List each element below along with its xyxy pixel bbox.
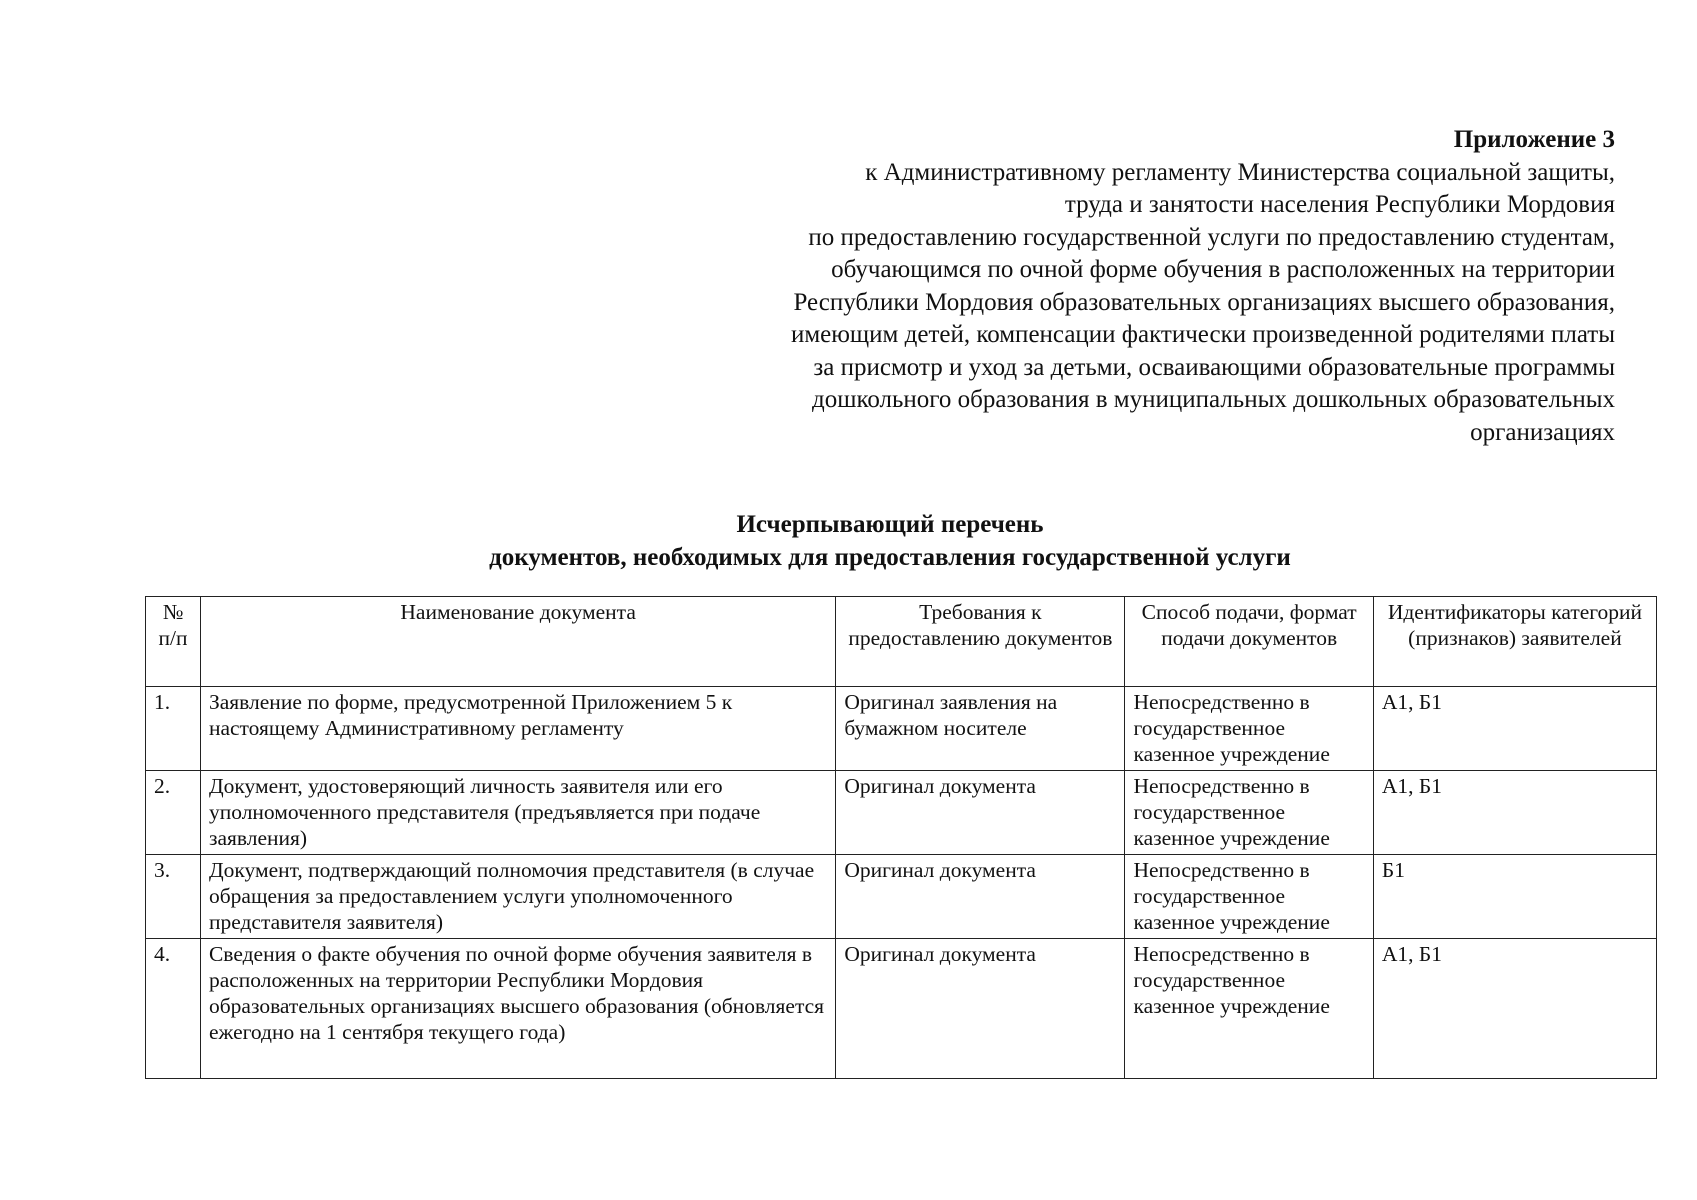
row-submission: Непосредственно в государственное казенное учреждение <box>1125 939 1373 1079</box>
row-submission: Непосредственно в государственное казенное учреждение <box>1125 855 1373 939</box>
appendix-line: за присмотр и уход за детьми, осваивающими образовательные программы <box>813 353 1615 381</box>
appendix-line: дошкольного образования в муниципальных дошкольных образовательных <box>811 386 1615 413</box>
documents-table <box>145 596 1657 1079</box>
appendix-line: Республики Мордовия образовательных организациях высшего образования, <box>793 288 1615 316</box>
appendix-block <box>655 124 1615 449</box>
row-identifiers: А1, Б1 <box>1373 939 1656 1079</box>
table-header-row <box>146 597 1657 687</box>
row-requirements: Оригинал документа <box>836 855 1125 939</box>
heading-line-2: документов, необходимых для предоставления государственной услуги <box>489 544 1291 571</box>
header-submission: Способ подачи, формат подачи документов <box>1125 597 1373 687</box>
header-identifiers: Идентификаторы категорий (признаков) заявителей <box>1373 597 1656 687</box>
row-requirements: Оригинал заявления на бумажном носителе <box>836 687 1125 771</box>
row-name: Документ, удостоверяющий личность заявителя или его уполномоченного представителя (предъявляется при подаче заявления) <box>200 771 835 855</box>
row-requirements: Оригинал документа <box>836 771 1125 855</box>
row-name: Сведения о факте обучения по очной форме обучения заявителя в расположенных на территории Республики Мордовия образовательных организациях высшего образования (обновляется ежегодно на 1 сентября текущего года) <box>200 939 835 1079</box>
appendix-line: обучающимся по очной форме обучения в расположенных на территории <box>831 256 1615 283</box>
heading-line-1: Исчерпывающий перечень <box>736 511 1044 538</box>
appendix-line: к Административному регламенту Министерства социальной защиты, <box>865 158 1615 186</box>
row-num: 3. <box>146 855 201 939</box>
table-row <box>146 939 1657 1079</box>
header-requirements: Требования к предоставлению документов <box>836 597 1125 687</box>
appendix-line: имеющим детей, компенсации фактически произведенной родителями платы <box>790 321 1615 348</box>
row-requirements: Оригинал документа <box>836 939 1125 1079</box>
table-row <box>146 771 1657 855</box>
appendix-line: труда и занятости населения Республики Мордовия <box>1064 191 1615 218</box>
row-identifiers: А1, Б1 <box>1373 771 1656 855</box>
appendix-line: по предоставлению государственной услуги по предоставлению студентам, <box>808 223 1615 251</box>
appendix-title: Приложение 3 <box>1453 126 1615 153</box>
row-name: Документ, подтверждающий полномочия представителя (в случае обращения за предоставлением услуги уполномоченного представителя заявителя) <box>200 855 835 939</box>
header-name: Наименование документа <box>200 597 835 687</box>
row-num: 2. <box>146 771 201 855</box>
row-num: 1. <box>146 687 201 771</box>
table-row <box>146 855 1657 939</box>
row-submission: Непосредственно в государственное казенное учреждение <box>1125 687 1373 771</box>
table-row <box>146 687 1657 771</box>
document-heading <box>0 508 1697 574</box>
row-name: Заявление по форме, предусмотренной Приложением 5 к настоящему Административному регламенту <box>200 687 835 771</box>
header-num: № п/п <box>146 597 201 687</box>
row-identifiers: А1, Б1 <box>1373 687 1656 771</box>
appendix-line: организациях <box>1470 418 1615 446</box>
row-identifiers: Б1 <box>1373 855 1656 939</box>
row-submission: Непосредственно в государственное казенное учреждение <box>1125 771 1373 855</box>
row-num: 4. <box>146 939 201 1079</box>
